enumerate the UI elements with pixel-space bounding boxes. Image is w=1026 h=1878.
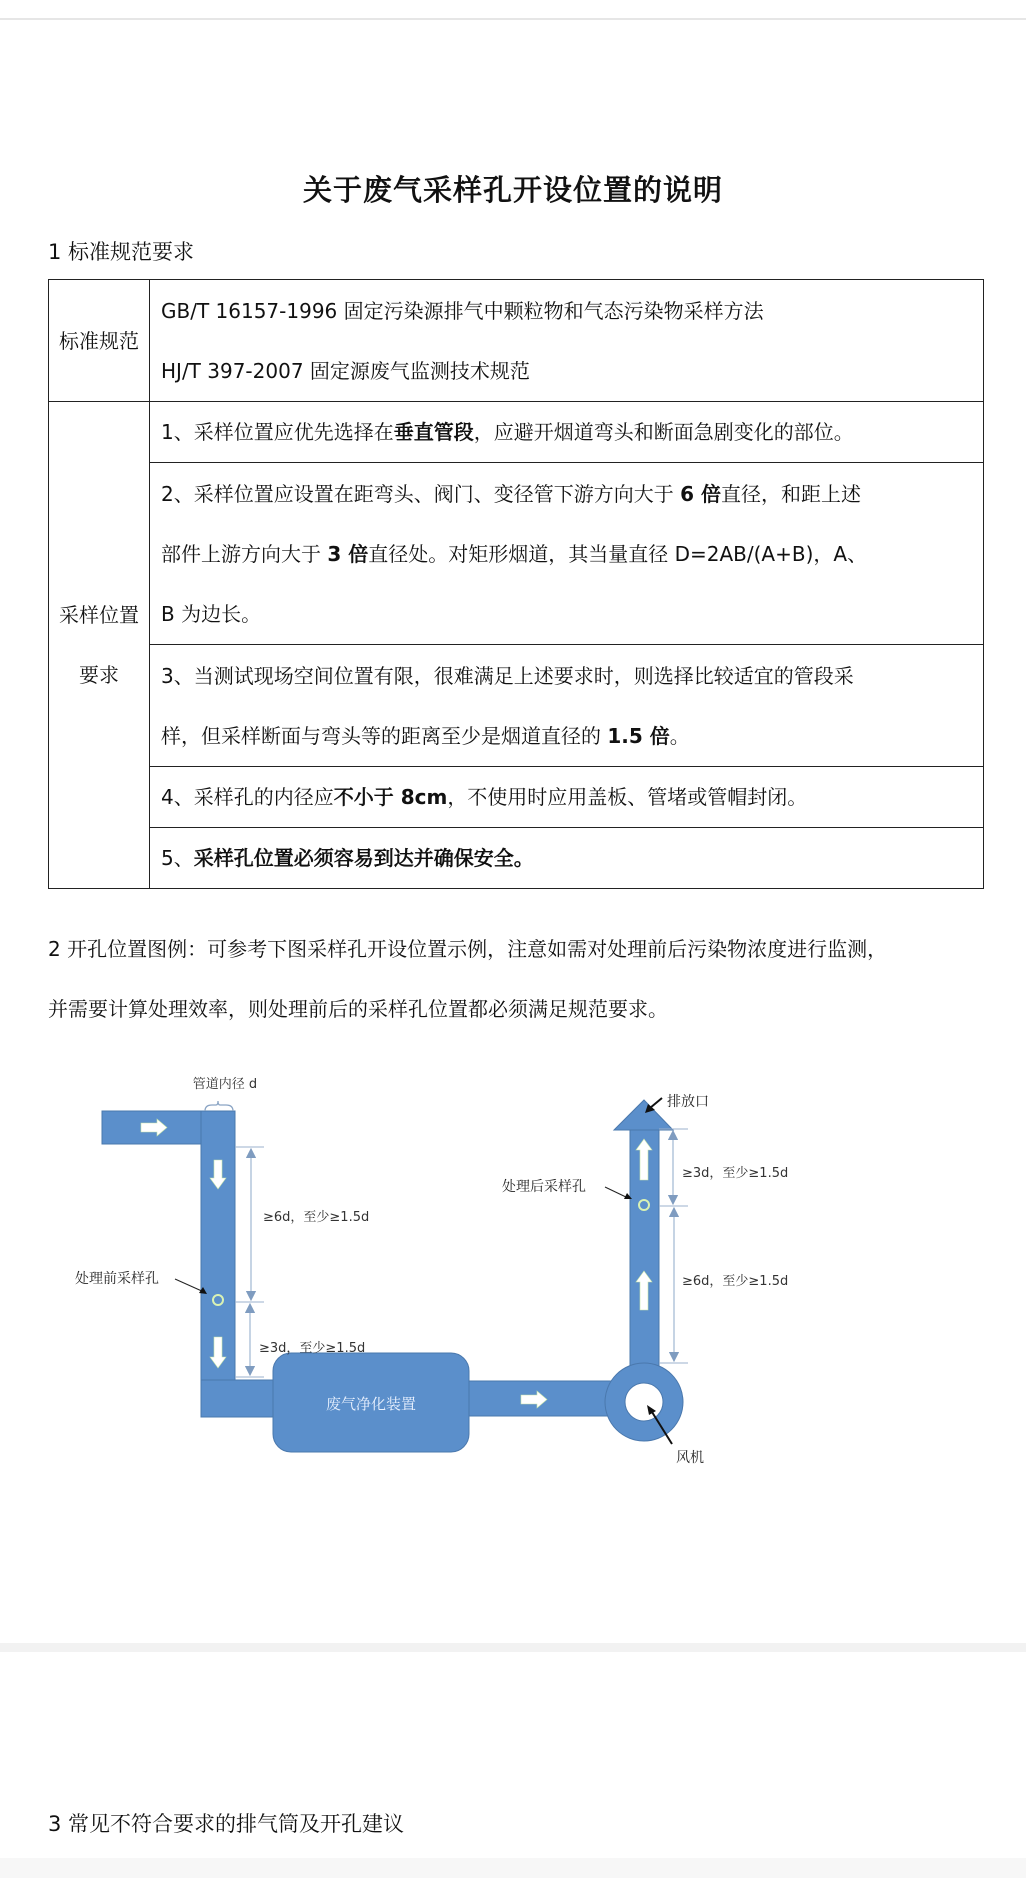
dim-right-upper: ≥3d，至少≥1.5d [682, 1166, 789, 1181]
vertical-pipe-pre [201, 1111, 235, 1417]
requirement-item [150, 828, 984, 889]
requirement-item [150, 463, 984, 645]
fan-center [625, 1383, 663, 1421]
emphasis: 1.5 倍 [607, 723, 670, 748]
outlet-label: 排放口 [667, 1094, 709, 1110]
outlet-arrowhead [614, 1100, 673, 1130]
page-title: 关于废气采样孔开设位置的说明 [302, 173, 723, 207]
sampling-hole-diagram [0, 1060, 1026, 1480]
section-2-line: 并需要计算处理效率，则处理前后的采样孔位置都必须满足规范要求。 [48, 997, 668, 1021]
location-label [49, 402, 150, 889]
standard-item: HJ/T 397-2007 固定源废气监测技术规范 [161, 358, 530, 383]
section-1-heading: 1 标准规范要求 [48, 240, 195, 264]
page-break-divider [0, 1643, 1026, 1652]
diameter-brace [205, 1101, 233, 1111]
dim-left-lower: ≥3d，至少≥1.5d [259, 1341, 366, 1356]
text: B 为边长。 [161, 601, 262, 626]
emphasis: 采样孔位置必须容易到达并确保安全。 [193, 846, 534, 870]
dim-right-lower: ≥6d，至少≥1.5d [682, 1274, 789, 1289]
requirement-item [150, 645, 984, 767]
top-divider [0, 18, 1026, 20]
pre-hole-label: 处理前采样孔 [75, 1271, 159, 1287]
requirements-table [48, 279, 984, 889]
text: 直径处。对矩形烟道，其当量直径 D=2AB/(A+B)，A、 [368, 541, 868, 566]
text: ，不使用时应用盖板、管堵或管帽封闭。 [447, 785, 808, 809]
text: 1、采样位置应优先选择在 [161, 420, 394, 444]
text: 5、 [161, 846, 194, 870]
emphasis: 垂直管段 [393, 420, 474, 444]
text: 直径，和距上述 [720, 481, 861, 506]
dim-left-upper: ≥6d，至少≥1.5d [263, 1210, 370, 1225]
device-label: 废气净化装置 [325, 1395, 417, 1413]
emphasis: 6 倍 [680, 481, 721, 506]
emphasis: 3 倍 [327, 541, 369, 566]
pipe-diameter-label: 管道内径 d [192, 1077, 258, 1092]
table-row-item-1 [49, 402, 984, 463]
section-2-line: 2 开孔位置图例：可参考下图采样孔开设位置示例，注意如需对处理前后污染物浓度进行监测， [48, 937, 888, 961]
post-hole-label: 处理后采样孔 [502, 1179, 586, 1195]
location-label-line2: 要求 [79, 663, 119, 687]
requirement-item [150, 767, 984, 828]
fan-label: 风机 [676, 1450, 704, 1466]
standard-label: 标准规范 [49, 280, 150, 402]
text: 样，但采样断面与弯头等的距离至少是烟道直径的 [161, 723, 608, 748]
text: 。 [669, 723, 690, 748]
standard-list [150, 280, 984, 402]
section-3-heading: 3 常见不符合要求的排气筒及开孔建议 [48, 1812, 405, 1836]
bottom-pipe [201, 1380, 281, 1417]
table-row-item-4 [49, 767, 984, 828]
table-row-standard [49, 280, 984, 402]
text: ，应避开烟道弯头和断面急剧变化的部位。 [473, 420, 854, 444]
requirement-item [150, 402, 984, 463]
emphasis: 不小于 8cm [333, 785, 448, 809]
text: 部件上游方向大于 [161, 541, 328, 566]
table-row-item-2 [49, 463, 984, 645]
text: 4、采样孔的内径应 [161, 785, 334, 809]
bottom-divider [0, 1858, 1026, 1878]
table-row-item-5 [49, 828, 984, 889]
standard-item: GB/T 16157-1996 固定污染源排气中颗粒物和气态污染物采样方法 [161, 298, 764, 323]
location-label-line1: 采样位置 [59, 603, 139, 627]
section-2-paragraph [48, 919, 988, 1039]
table-row-item-3 [49, 645, 984, 767]
text: 2、采样位置应设置在距弯头、阀门、变径管下游方向大于 [161, 481, 681, 506]
text: 3、当测试现场空间位置有限，很难满足上述要求时，则选择比较适宜的管段采 [161, 663, 854, 688]
